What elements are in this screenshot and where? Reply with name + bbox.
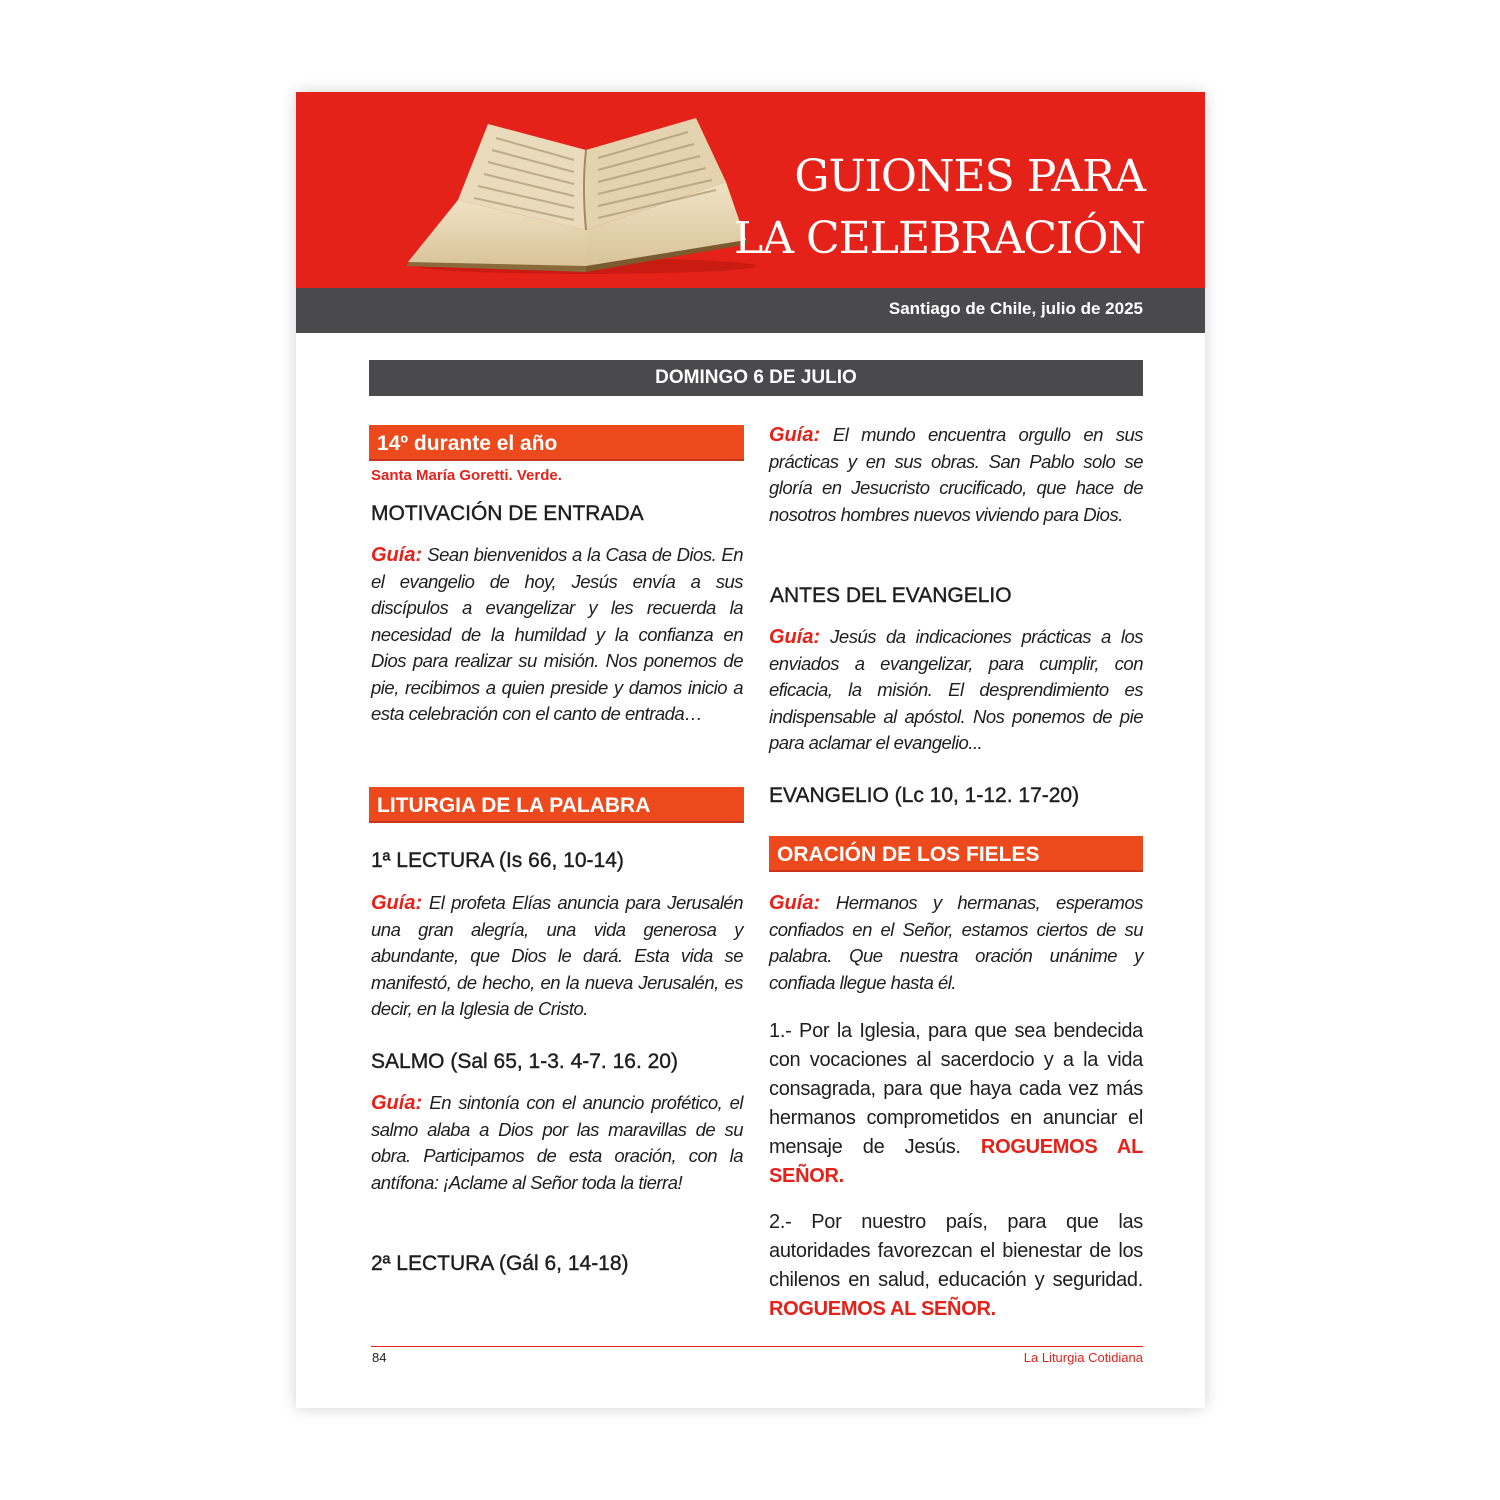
- publication-name: La Liturgia Cotidiana: [1023, 1350, 1143, 1365]
- lectura1-heading: 1ª LECTURA (Is 66, 10-14): [371, 849, 624, 872]
- header-title: [734, 146, 1145, 270]
- peticion-1: [769, 1017, 1143, 1191]
- evangelio-intro-text: [769, 422, 1143, 528]
- motivacion-body: Sean bienvenidos a la Casa de Dios. En el evangelio de hoy, Jesús envía a sus discípulos a evangelizar y les recuerda la necesidad de la humildad y la confianza en Dios para realizar su misión. Nos ponemos de pie, recibimos a quien preside y damos inicio a esta celebración con el canto de entrada…: [371, 544, 743, 724]
- liturgia-label: LITURGIA DE LA PALABRA: [369, 787, 744, 823]
- header-banner: [296, 92, 1205, 288]
- guia-label: Guía:: [371, 1092, 423, 1114]
- header-title-line2: LA CELEBRACIÓN: [734, 213, 1145, 264]
- leaflet-page: [296, 92, 1205, 1408]
- week-label: 14º durante el año: [369, 425, 744, 461]
- evangelio-intro-body: El mundo encuentra orgullo en sus prácticas y en sus obras. San Pablo solo se gloría en Jesucristo crucificado, que hace de nosotros hombres nuevos viviendo para Dios.: [769, 424, 1143, 525]
- lectura2-heading: 2ª LECTURA (Gál 6, 14-18): [371, 1252, 629, 1275]
- lectura1-text: [371, 890, 743, 1023]
- motivacion-text: [371, 542, 743, 728]
- salmo-text: [371, 1090, 743, 1196]
- peticion-1-text: 1.- Por la Iglesia, para que sea bendecida con vocaciones al sacerdocio y a la vida consagrada, para que haya cada vez más hermanos comprometidos en anunciar el mensaje de Jesús.: [769, 1020, 1143, 1158]
- saint-label: Santa María Goretti. Verde.: [371, 467, 562, 484]
- guia-label: Guía:: [371, 544, 423, 566]
- oracion-text: [769, 890, 1143, 996]
- salmo-heading: SALMO (Sal 65, 1-3. 4-7. 16. 20): [371, 1050, 678, 1073]
- peticion-2-text: 2.- Por nuestro país, para que las autoridades favorezcan el bienestar de los chilenos en salud, educación y seguridad.: [769, 1211, 1143, 1291]
- antes-text: [769, 624, 1143, 757]
- footer-divider: [371, 1346, 1143, 1347]
- guia-label: Guía:: [769, 626, 821, 648]
- open-book-icon: [396, 116, 756, 276]
- antes-body: Jesús da indicaciones prácticas a los enviados a evangelizar, para cumplir, con eficacia, la misión. El desprendimiento es indispensable al apóstol. Nos ponemos de pie para aclamar el evangelio...: [769, 626, 1143, 753]
- oracion-label: ORACIÓN DE LOS FIELES: [769, 836, 1143, 872]
- lectura1-body: El profeta Elías anuncia para Jerusalén una gran alegría, una vida generosa y abundante, que Dios le dará. Esta vida se manifestó, de hecho, en la nueva Jerusalén, es decir, en la Iglesia de Cristo.: [371, 892, 744, 1019]
- antes-heading: ANTES DEL EVANGELIO: [770, 584, 1012, 607]
- guia-label: Guía:: [769, 424, 821, 446]
- guia-label: Guía:: [769, 892, 821, 914]
- peticion-2: [769, 1208, 1143, 1324]
- motivacion-heading: MOTIVACIÓN DE ENTRADA: [371, 502, 644, 525]
- header-title-line1: GUIONES PARA: [794, 151, 1145, 202]
- oracion-body: Hermanos y hermanas, esperamos confiados en el Señor, estamos ciertos de su palabra. Que nuestra oración unánime y confiada llegue hasta él.: [769, 892, 1143, 993]
- guia-label: Guía:: [371, 892, 423, 914]
- salmo-body: En sintonía con el anuncio profético, el salmo alaba a Dios por las maravillas de su obra. Participamos de esta oración, con la antífona: ¡Aclame al Señor toda la tierra!: [371, 1092, 743, 1193]
- location-date: Santiago de Chile, julio de 2025: [888, 299, 1143, 318]
- day-title: DOMINGO 6 DE JULIO: [369, 360, 1143, 396]
- peticion-2-response: ROGUEMOS AL SEÑOR.: [769, 1298, 996, 1320]
- page-number: 84: [372, 1350, 387, 1365]
- evangelio-heading: EVANGELIO (Lc 10, 1-12. 17-20): [769, 784, 1080, 807]
- peticion-1-response: ROGUEMOS AL SEÑOR.: [769, 1136, 1143, 1187]
- date-band: [296, 288, 1205, 333]
